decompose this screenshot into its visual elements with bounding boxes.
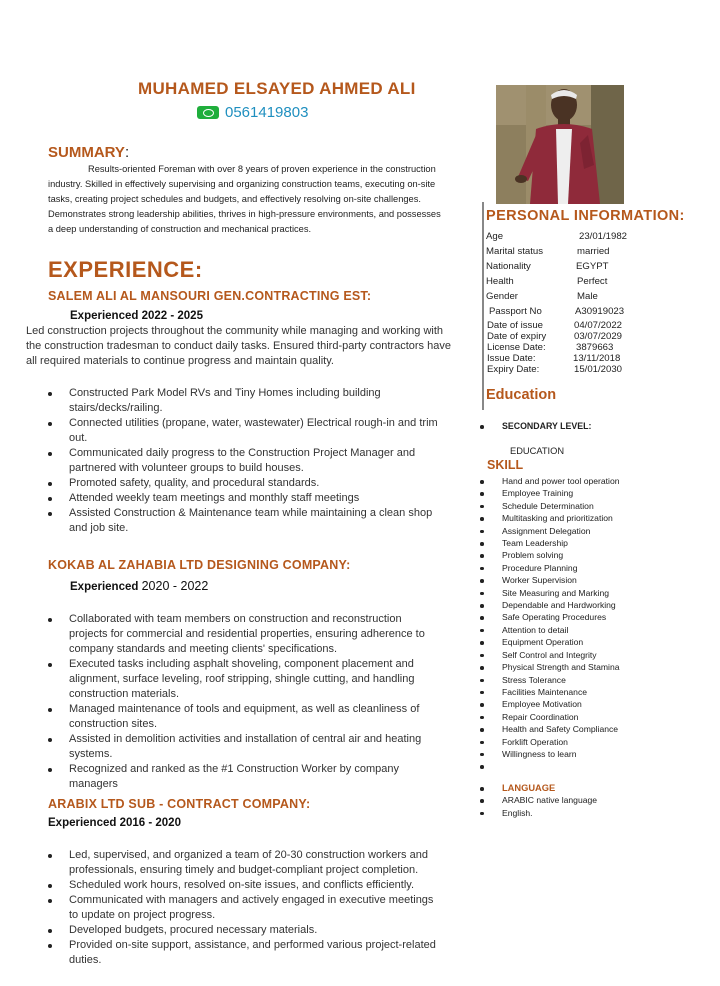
pi-value: married bbox=[577, 246, 610, 257]
list-item: Health and Safety Compliance bbox=[480, 723, 700, 735]
skill-heading: SKILL bbox=[487, 458, 524, 472]
list-item: Team Leadership bbox=[480, 537, 700, 549]
column-divider bbox=[482, 202, 484, 410]
job-2-bullets bbox=[48, 612, 438, 792]
experience-heading: EXPERIENCE: bbox=[48, 257, 203, 282]
list-item: Forklift Operation bbox=[480, 736, 700, 748]
skills-list bbox=[480, 475, 700, 760]
pi-label: Gender bbox=[486, 291, 518, 302]
pi-value: EGYPT bbox=[576, 261, 609, 272]
list-item: Assisted Construction & Maintenance team while maintaining a clean shop and job site. bbox=[48, 506, 438, 536]
personal-info-heading: PERSONAL INFORMATION: bbox=[486, 208, 685, 224]
list-item: Multitasking and prioritization bbox=[480, 512, 700, 524]
list-item: English. bbox=[480, 807, 700, 819]
pi-label: Issue Date: bbox=[487, 353, 536, 364]
list-item: Managed maintenance of tools and equipment, as well as cleanliness of construction sites. bbox=[48, 702, 438, 732]
pi-value: 04/07/2022 bbox=[574, 320, 623, 331]
pi-label: Health bbox=[486, 276, 514, 287]
profile-photo bbox=[496, 85, 624, 204]
list-item: Collaborated with team members on construction and reconstruction projects for commercial and residential properties, ensuring adherence to company standards and meeting clients' specifications. bbox=[48, 612, 438, 657]
pi-value: 23/01/1982 bbox=[579, 231, 628, 242]
list-item: Provided on-site support, assistance, and performed various project-related duties. bbox=[48, 938, 438, 968]
list-item: Problem solving bbox=[480, 549, 700, 561]
list-item: Site Measuring and Marking bbox=[480, 587, 700, 599]
job-1-period: Experienced 2022 - 2025 bbox=[70, 310, 203, 322]
education-list bbox=[480, 420, 700, 432]
list-item: Executed tasks including asphalt shoveling, component placement and alignment, surface leveling, roof stripping, shingle cutting, and handling construction materials. bbox=[48, 657, 438, 702]
list-item: Facilities Maintenance bbox=[480, 686, 700, 698]
list-item: Assignment Delegation bbox=[480, 525, 700, 537]
list-item: Constructed Park Model RVs and Tiny Homes including building stairs/decks/railing. bbox=[48, 386, 438, 416]
list-item: Self Control and Integrity bbox=[480, 649, 700, 661]
candidate-name: MUHAMED ELSAYED AHMED ALI bbox=[138, 79, 416, 98]
job-3-company: ARABIX LTD SUB - CONTRACT COMPANY: bbox=[48, 797, 311, 811]
pi-value: Perfect bbox=[577, 276, 608, 287]
job-3-period: Experienced 2016 - 2020 bbox=[48, 817, 181, 829]
list-item: Repair Coordination bbox=[480, 711, 700, 723]
list-item: Communicated with managers and actively engaged in executive meetings to update on project progress. bbox=[48, 893, 438, 923]
list-item: Communicated daily progress to the Construction Project Manager and partnered with volunteer groups to build houses. bbox=[48, 446, 438, 476]
list-item: Developed budgets, procured necessary materials. bbox=[48, 923, 438, 938]
pi-label: Nationality bbox=[486, 261, 531, 272]
list-item: Attention to detail bbox=[480, 624, 700, 636]
list-item: Hand and power tool operation bbox=[480, 475, 700, 487]
job-2-company: KOKAB AL ZAHABIA LTD DESIGNING COMPANY: bbox=[48, 558, 351, 572]
pi-label: Passport No bbox=[489, 306, 542, 317]
list-item: Recognized and ranked as the #1 Construction Worker by company managers bbox=[48, 762, 438, 792]
list-item: Dependable and Hardworking bbox=[480, 599, 700, 611]
list-item: Connected utilities (propane, water, wastewater) Electrical rough-in and trim out. bbox=[48, 416, 438, 446]
pi-label: Date of issue bbox=[487, 320, 543, 331]
list-item: ARABIC native language bbox=[480, 794, 700, 806]
job-1-bullets bbox=[48, 386, 438, 536]
language-list bbox=[480, 782, 700, 819]
list-item: Schedule Determination bbox=[480, 500, 700, 512]
list-item: Stress Tolerance bbox=[480, 674, 700, 686]
list-item: Safe Operating Procedures bbox=[480, 611, 700, 623]
education-detail: EDUCATION bbox=[510, 446, 565, 456]
list-item: Willingness to learn bbox=[480, 748, 700, 760]
pi-value: 03/07/2029 bbox=[574, 331, 623, 342]
job-1-company: SALEM ALI AL MANSOURI GEN.CONTRACTING EST: bbox=[48, 289, 372, 303]
phone-icon bbox=[197, 106, 219, 119]
list-item: Attended weekly team meetings and monthly staff meetings bbox=[48, 491, 438, 506]
pi-label: Age bbox=[486, 231, 504, 242]
job-1-intro: Led construction projects throughout the community while managing and working with the construction tradesman to conduct daily tasks. Ensured third-party contractors have all required materials to continue progress and maintain quality. bbox=[26, 325, 451, 367]
pi-label: License Date: bbox=[487, 342, 546, 353]
pi-value: 13/11/2018 bbox=[573, 353, 621, 364]
job-3-bullets bbox=[48, 848, 438, 968]
list-item: Employee Motivation bbox=[480, 698, 700, 710]
list-item: SECONDARY LEVEL: bbox=[480, 420, 700, 432]
pi-label: Marital status bbox=[486, 246, 544, 257]
list-item: Led, supervised, and organized a team of 20-30 construction workers and professionals, ensuring timely and budget-compliant project completion. bbox=[48, 848, 438, 878]
summary-heading: SUMMARY: bbox=[48, 144, 130, 161]
education-heading: Education bbox=[486, 387, 557, 403]
list-item: Assisted in demolition activities and installation of central air and heating systems. bbox=[48, 732, 438, 762]
pi-value: A30919023 bbox=[575, 306, 625, 317]
phone-line bbox=[197, 104, 308, 121]
pi-value: 3879663 bbox=[576, 342, 614, 353]
list-item: Equipment Operation bbox=[480, 636, 700, 648]
summary-text: Results-oriented Foreman with over 8 years of proven experience in the construction industry. Skilled in effectively supervising and organizing construction teams, executing on-site tasks, creating project schedules and budgets, and effectively resolving on-site challenges. Demonstrates strong leadership abilities, thrives in high-pressure environments, and possesses a deep understanding of construction and mechanical practices. bbox=[48, 164, 441, 234]
list-item: Physical Strength and Stamina bbox=[480, 661, 700, 673]
pi-value: 15/01/2030 bbox=[574, 364, 623, 375]
pi-label: Expiry Date: bbox=[487, 364, 540, 375]
list-item: Promoted safety, quality, and procedural standards. bbox=[48, 476, 438, 491]
phone-number[interactable]: 0561419803 bbox=[225, 104, 309, 121]
list-item: Worker Supervision bbox=[480, 574, 700, 586]
pi-value: Male bbox=[577, 291, 598, 302]
list-item: Employee Training bbox=[480, 487, 700, 499]
list-item: Procedure Planning bbox=[480, 562, 700, 574]
list-item: Scheduled work hours, resolved on-site issues, and conflicts efficiently. bbox=[48, 878, 438, 893]
job-2-period: Experienced 2020 - 2022 bbox=[70, 579, 209, 593]
pi-label: Date of expiry bbox=[487, 331, 547, 342]
language-heading: LANGUAGE bbox=[480, 782, 700, 794]
